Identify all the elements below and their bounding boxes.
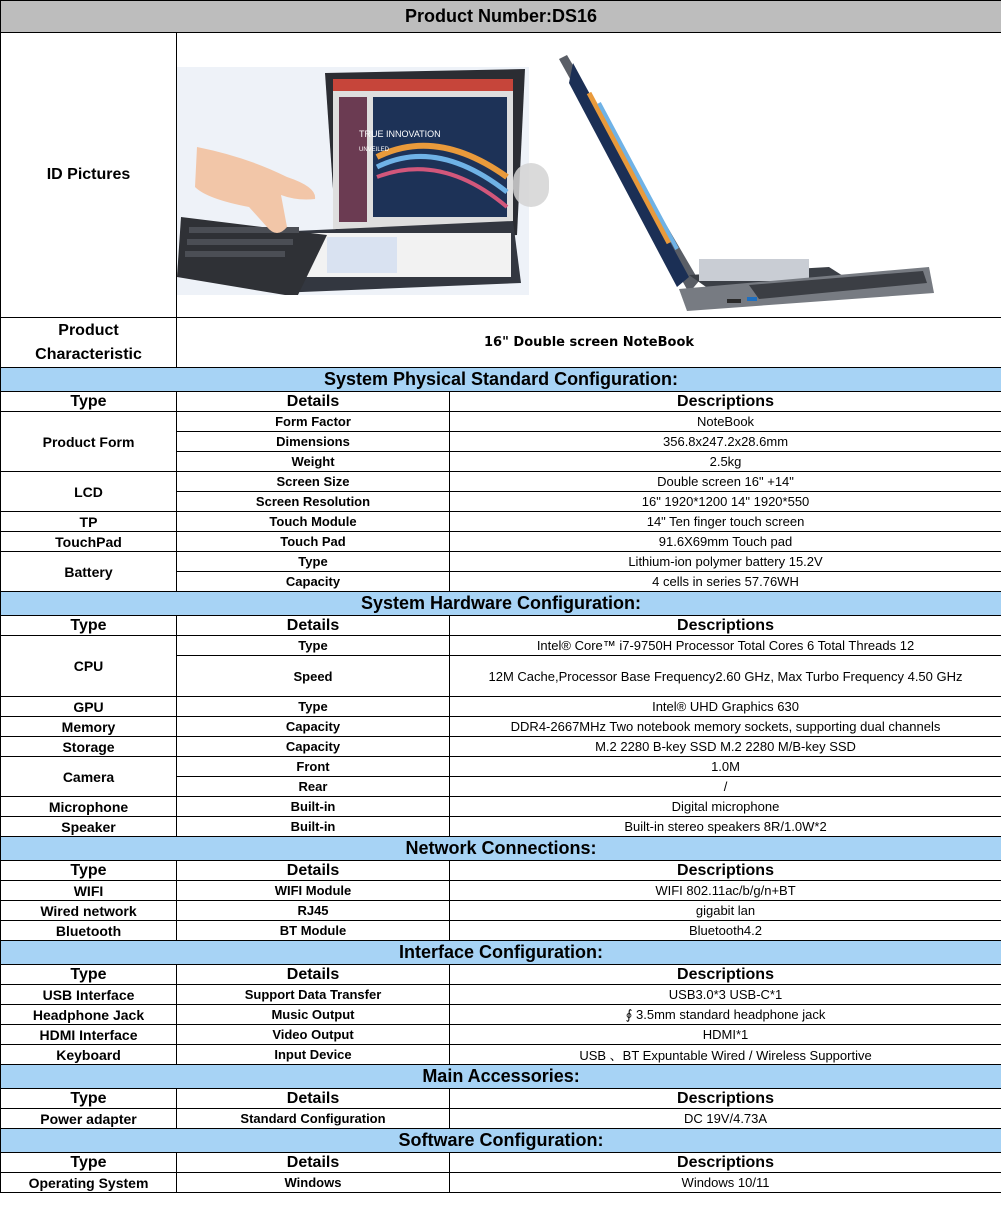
table-row (1, 532, 1001, 552)
type-cell: Wired network (1, 901, 177, 921)
value-cell: 91.6X69mm Touch pad (450, 532, 1001, 552)
table-row (1, 881, 1001, 901)
type-cell: Camera (1, 757, 177, 797)
value-cell: 1.0M (450, 757, 1001, 777)
detail-cell: Capacity (177, 737, 450, 757)
detail-cell: BT Module (177, 921, 450, 941)
detail-cell: Screen Size (177, 472, 450, 492)
value-cell: Bluetooth4.2 (450, 921, 1001, 941)
table-row (1, 472, 1001, 492)
header-row (1, 1153, 1001, 1173)
type-cell: USB Interface (1, 985, 177, 1005)
value-cell: M.2 2280 B-key SSD M.2 2280 M/B-key SSD (450, 737, 1001, 757)
section-physical: System Physical Standard Configuration: (1, 368, 1001, 392)
type-cell: WIFI (1, 881, 177, 901)
type-cell: TouchPad (1, 532, 177, 552)
value-cell: Intel® Core™ i7-9750H Processor Total Cores 6 Total Threads 12 (450, 636, 1001, 656)
detail-cell: Screen Resolution (177, 492, 450, 512)
value-cell: 356.8x247.2x28.6mm (450, 432, 1001, 452)
table-row (1, 737, 1001, 757)
detail-cell: Weight (177, 452, 450, 472)
value-cell: Built-in stereo speakers 8R/1.0W*2 (450, 817, 1001, 837)
col-type-header: Type (1, 861, 177, 881)
section-network: Network Connections: (1, 837, 1001, 861)
detail-cell: Dimensions (177, 432, 450, 452)
title-row (1, 1, 1001, 33)
value-cell: / (450, 777, 1001, 797)
value-cell: WIFI 802.11ac/b/g/n+BT (450, 881, 1001, 901)
table-row (1, 636, 1001, 656)
table-row (1, 901, 1001, 921)
value-cell: USB3.0*3 USB-C*1 (450, 985, 1001, 1005)
value-cell: 14" Ten finger touch screen (450, 512, 1001, 532)
table-row (1, 717, 1001, 737)
detail-cell: Built-in (177, 817, 450, 837)
type-cell: Keyboard (1, 1045, 177, 1065)
type-cell: Speaker (1, 817, 177, 837)
col-details-header: Details (177, 861, 450, 881)
detail-cell: Input Device (177, 1045, 450, 1065)
table-row (1, 1005, 1001, 1025)
value-cell: 12M Cache,Processor Base Frequency2.60 GHz, Max Turbo Frequency 4.50 GHz (450, 656, 1001, 697)
value-cell: Lithium-ion polymer battery 15.2V (450, 552, 1001, 572)
col-details-header: Details (177, 1153, 450, 1173)
detail-cell: Form Factor (177, 412, 450, 432)
table-row (1, 552, 1001, 572)
section-hardware: System Hardware Configuration: (1, 592, 1001, 616)
product-characteristic-label: Product Characteristic (1, 318, 177, 368)
table-row (1, 697, 1001, 717)
type-cell: HDMI Interface (1, 1025, 177, 1045)
scroll-left-icon[interactable] (513, 163, 549, 207)
value-cell: Double screen 16" +14" (450, 472, 1001, 492)
value-cell: gigabit lan (450, 901, 1001, 921)
value-cell: USB 、BT Expuntable Wired / Wireless Supportive (450, 1045, 1001, 1065)
col-details-header: Details (177, 392, 450, 412)
header-row (1, 861, 1001, 881)
type-cell: Bluetooth (1, 921, 177, 941)
col-type-header: Type (1, 616, 177, 636)
type-cell: TP (1, 512, 177, 532)
detail-cell: Capacity (177, 572, 450, 592)
detail-cell: WIFI Module (177, 881, 450, 901)
col-type-header: Type (1, 392, 177, 412)
table-row (1, 757, 1001, 777)
detail-cell: Type (177, 697, 450, 717)
section-software: Software Configuration: (1, 1129, 1001, 1153)
table-row (1, 1173, 1001, 1193)
value-cell: NoteBook (450, 412, 1001, 432)
col-details-header: Details (177, 965, 450, 985)
detail-cell: Music Output (177, 1005, 450, 1025)
detail-cell: Type (177, 552, 450, 572)
type-cell: Memory (1, 717, 177, 737)
value-cell: HDMI*1 (450, 1025, 1001, 1045)
header-row (1, 1089, 1001, 1109)
product-characteristic-value: 16" Double screen NoteBook (177, 318, 1001, 368)
col-descriptions-header: Descriptions (450, 616, 1001, 636)
section-accessories: Main Accessories: (1, 1065, 1001, 1089)
type-cell: Power adapter (1, 1109, 177, 1129)
table-row (1, 797, 1001, 817)
detail-cell: RJ45 (177, 901, 450, 921)
detail-cell: Standard Configuration (177, 1109, 450, 1129)
detail-cell: Rear (177, 777, 450, 797)
detail-cell: Type (177, 636, 450, 656)
value-cell: ∮ 3.5mm standard headphone jack (450, 1005, 1001, 1025)
id-pictures-cell (177, 33, 1001, 318)
col-descriptions-header: Descriptions (450, 1089, 1001, 1109)
product-number-title: Product Number:DS16 (1, 1, 1001, 33)
type-cell: LCD (1, 472, 177, 512)
table-row (1, 412, 1001, 432)
value-cell: 16" 1920*1200 14" 1920*550 (450, 492, 1001, 512)
section-interface: Interface Configuration: (1, 941, 1001, 965)
laptop-side-image (549, 53, 949, 313)
header-row (1, 965, 1001, 985)
screen-subline: UNVEILED (359, 147, 390, 153)
type-cell: Operating System (1, 1173, 177, 1193)
detail-cell: Front (177, 757, 450, 777)
col-details-header: Details (177, 616, 450, 636)
col-descriptions-header: Descriptions (450, 861, 1001, 881)
type-cell: Battery (1, 552, 177, 592)
type-cell: CPU (1, 636, 177, 697)
detail-cell: Capacity (177, 717, 450, 737)
laptop-front-image (177, 67, 529, 295)
col-type-header: Type (1, 965, 177, 985)
value-cell: 2.5kg (450, 452, 1001, 472)
table-row (1, 921, 1001, 941)
header-row (1, 616, 1001, 636)
detail-cell: Touch Module (177, 512, 450, 532)
detail-cell: Video Output (177, 1025, 450, 1045)
value-cell: DC 19V/4.73A (450, 1109, 1001, 1129)
col-type-header: Type (1, 1089, 177, 1109)
value-cell: Digital microphone (450, 797, 1001, 817)
detail-cell: Touch Pad (177, 532, 450, 552)
col-type-header: Type (1, 1153, 177, 1173)
header-row (1, 392, 1001, 412)
product-characteristic-row (1, 318, 1001, 368)
id-pictures-row (1, 33, 1001, 318)
type-cell: Product Form (1, 412, 177, 472)
detail-cell: Support Data Transfer (177, 985, 450, 1005)
value-cell: 4 cells in series 57.76WH (450, 572, 1001, 592)
detail-cell: Windows (177, 1173, 450, 1193)
table-row (1, 1109, 1001, 1129)
col-details-header: Details (177, 1089, 450, 1109)
detail-cell: Built-in (177, 797, 450, 817)
type-cell: GPU (1, 697, 177, 717)
value-cell: Windows 10/11 (450, 1173, 1001, 1193)
type-cell: Microphone (1, 797, 177, 817)
table-row (1, 1045, 1001, 1065)
table-row (1, 817, 1001, 837)
col-descriptions-header: Descriptions (450, 965, 1001, 985)
value-cell: Intel® UHD Graphics 630 (450, 697, 1001, 717)
id-pictures-label: ID Pictures (1, 33, 177, 318)
type-cell: Headphone Jack (1, 1005, 177, 1025)
col-descriptions-header: Descriptions (450, 392, 1001, 412)
table-row (1, 985, 1001, 1005)
table-row (1, 1025, 1001, 1045)
screen-headline: TRUE INNOVATION (359, 129, 441, 139)
col-descriptions-header: Descriptions (450, 1153, 1001, 1173)
value-cell: DDR4-2667MHz Two notebook memory sockets, supporting dual channels (450, 717, 1001, 737)
table-row (1, 512, 1001, 532)
type-cell: Storage (1, 737, 177, 757)
detail-cell: Speed (177, 656, 450, 697)
